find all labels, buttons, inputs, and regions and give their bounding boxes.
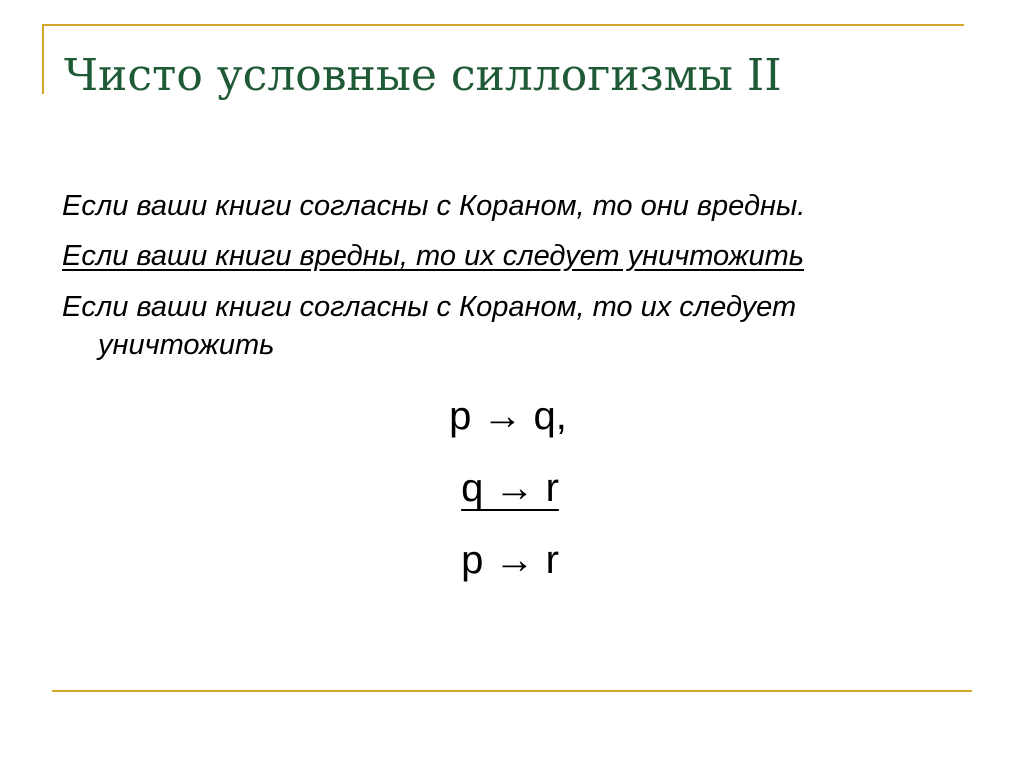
- bottom-divider-line: [52, 690, 972, 692]
- formula-line-2: [0, 464, 1022, 512]
- formula-line-1: [0, 392, 1020, 440]
- slide-title: Чисто условные силлогизмы II: [64, 50, 782, 101]
- formula-text: q → r: [461, 466, 559, 510]
- syllogism-text: [62, 188, 962, 364]
- minor-premise: Если ваши книги вредны, то их следует уничтожить: [62, 240, 805, 272]
- title-accent-bar: [42, 24, 44, 94]
- formula-text: p → r: [461, 538, 559, 582]
- top-divider-line: [42, 24, 964, 26]
- major-premise: Если ваши книги согласны с Кораном, то они вредны.: [62, 190, 806, 222]
- formula-text: p → q,: [449, 394, 567, 438]
- conclusion: Если ваши книги согласны с Кораном, то их следует уничтожить: [62, 291, 797, 361]
- formula-line-3: [0, 536, 1022, 584]
